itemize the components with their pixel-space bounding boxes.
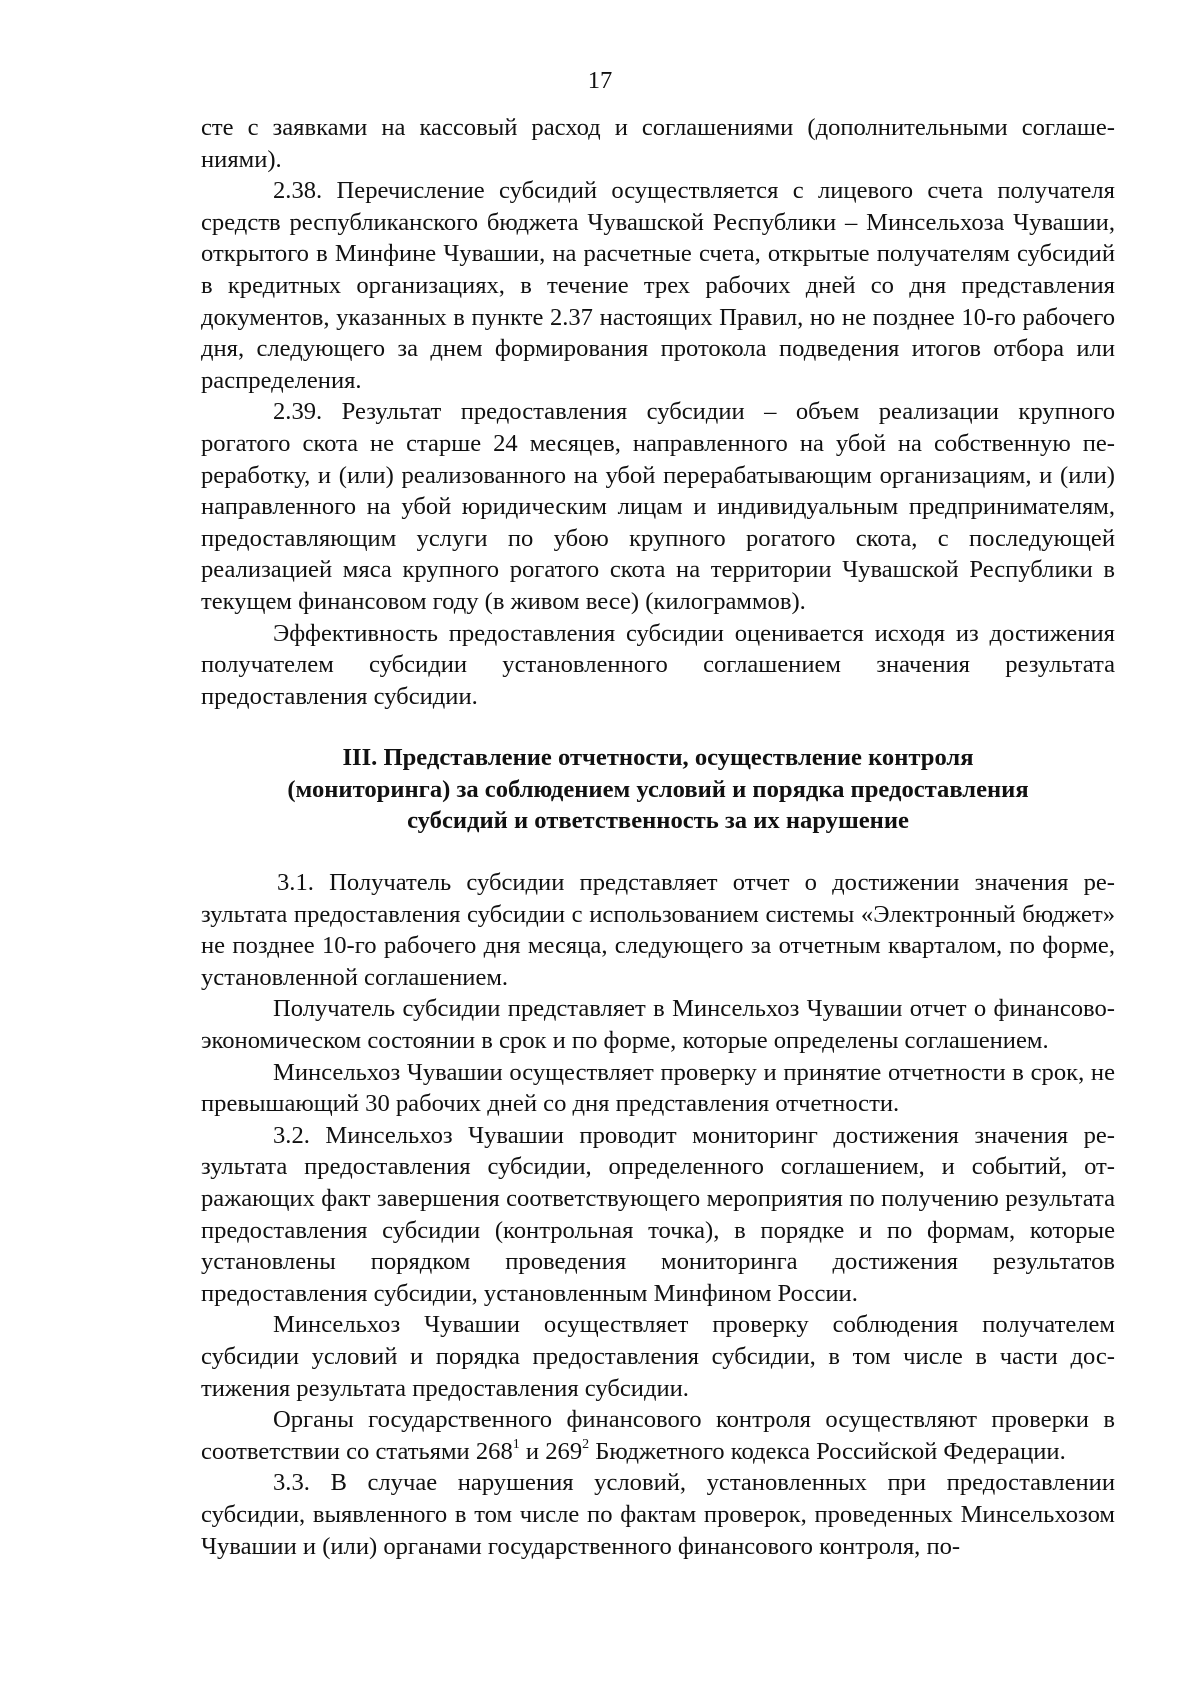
budget-code-text-after: Бюджетного кодекса Российской Федерации. [589, 1437, 1066, 1465]
paragraph-report-check: Минсельхоз Чувашии осуществляет проверку и принятие отчетности в срок, не превышающий 30 рабочих дней со дня представления отчетности. [201, 1058, 1115, 1118]
paragraph-financial-report: Получатель субсидии представляет в Минсельхоз Чувашии отчет о финансово-экономическом состоянии в срок и по форме, которые определены соглашением. [201, 995, 1115, 1055]
paragraph-compliance-check: Минсельхоз Чувашии осуществляет проверку соблюдения получателем субсидии условий и порядка предоставления субсидии, в том числе в части достижения результата предоставления субсидии. [201, 1311, 1115, 1402]
section-heading-line-2: (мониторинга) за соблюдением условий и порядка предоставления [287, 775, 1029, 803]
paragraph-3-2: 3.2. Минсельхоз Чувашии проводит мониторинг достижения значения результата предоставления субсидии, определенного соглашением, и событий, отражающих факт завершения соответствующего мероприятия по получению результата предоставления субсидии (контрольная точка), в порядке и по формам, которые установлены порядком проведения мониторинга достижения результатов предоставления субсидии, установленным Минфином России. [201, 1121, 1115, 1307]
section-heading-line-1: III. Представление отчетности, осуществление контроля [342, 744, 974, 772]
paragraph-2-38: 2.38. Перечисление субсидий осуществляется с лицевого счета получателя средств республиканского бюджета Чувашской Республики – Минсельхоза Чувашии, открытого в Минфине Чувашии, на расчетные счета, открытые получателям субсидий в кредитных организациях, в течение трех рабочих дней со дня представления документов, указанных в пункте 2.37 настоящих Правил, но не позднее 10-го рабочего дня, следующего за днем формирования протокола подведения итогов отбора или распределения. [201, 177, 1115, 394]
footnote-superscript-2: 2 [582, 1436, 590, 1452]
paragraph-2-39: 2.39. Результат предоставления субсидии – объем реализации крупного рогатого скота не старше 24 месяцев, направленного на убой на собственную переработку, и (или) реализованного на убой перерабатывающим организациям, и (или) направленного на убой юридическим лицам и индивидуальным предпринимателям, предоставляющим услуги по убою крупного рогатого скота, с последующей реализацией мяса крупного рогатого скота на территории Чувашской Республики в текущем финансовом году (в живом весе) (килограммов). [201, 398, 1115, 615]
paragraph-budget-code [201, 1404, 1115, 1467]
paragraph-3-3: 3.3. В случае нарушения условий, установленных при предоставлении субсидии, выявленного в том числе по фактам проверок, проведенных Минсельхозом Чувашии и (или) органами государственного финансового контроля, по- [201, 1469, 1115, 1560]
budget-code-text-before: Органы государственного финансового контроля осуществляют проверки в соответствии со статьями 268 [201, 1406, 1115, 1465]
budget-code-text-middle: и 269 [519, 1437, 583, 1465]
page-number: 17 [587, 67, 613, 94]
paragraph-efficiency: Эффективность предоставления субсидии оценивается исходя из достижения получателем субсидии установленного соглашением значения результата предоставления субсидии. [201, 619, 1115, 710]
section-heading [201, 742, 1115, 837]
section-heading-line-3: субсидий и ответственность за их нарушение [407, 807, 909, 835]
footnote-superscript-1: 1 [512, 1436, 520, 1452]
paragraph-3-1: 3.1. Получатель субсидии представляет отчет о достижении значения результата предоставления субсидии с использованием системы «Электронный бюджет» не позднее 10-го рабочего дня месяца, следующего за отчетным кварталом, по форме, установленной соглашением. [201, 869, 1115, 991]
document-body [201, 112, 1115, 1562]
paragraph-continuation: сте с заявками на кассовый расход и соглашениями (дополнительными соглашениями). [201, 114, 1115, 173]
